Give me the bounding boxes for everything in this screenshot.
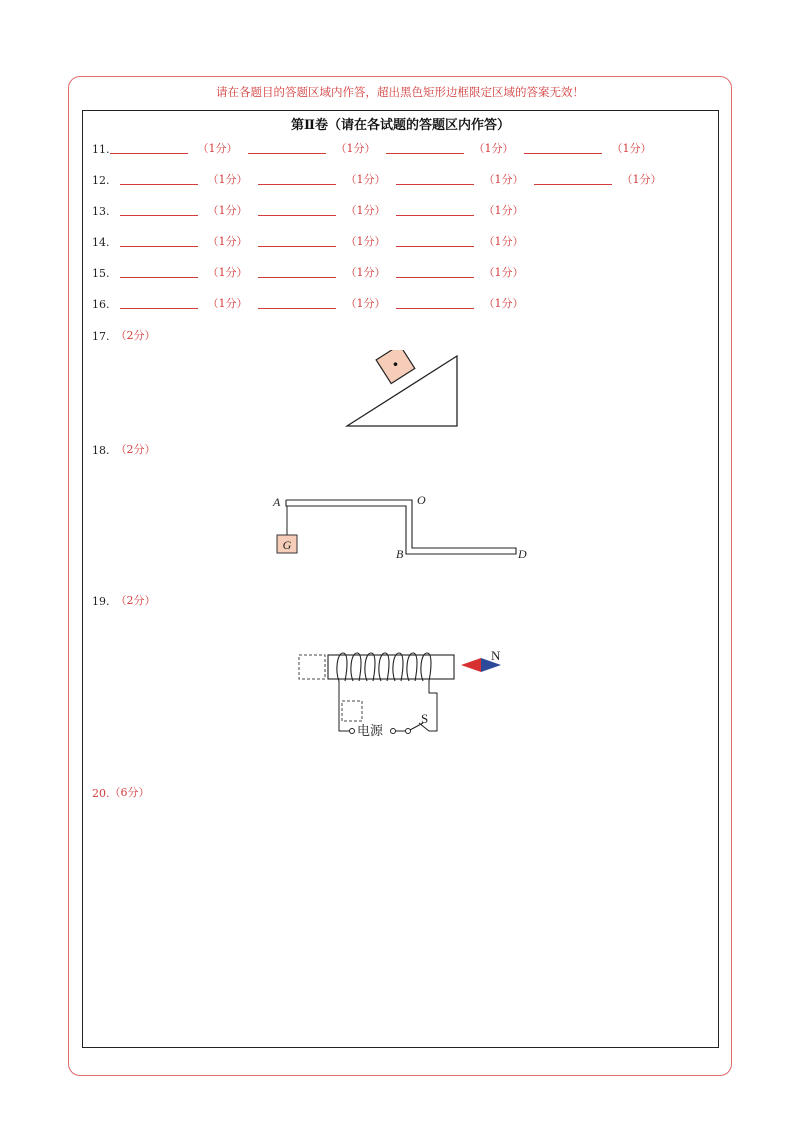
dashed-pole-box-left — [299, 655, 325, 679]
blank-score: （1分） — [345, 235, 386, 248]
question-number: 12. — [92, 174, 110, 187]
question-19 — [92, 590, 156, 608]
question-14 — [92, 231, 534, 249]
question-number: 15. — [92, 267, 110, 280]
label-B: B — [396, 547, 404, 561]
blank-score: （1分） — [335, 142, 376, 155]
answer-blank[interactable] — [258, 234, 336, 247]
question-20 — [92, 782, 150, 800]
question-number: 18. — [92, 444, 110, 457]
blank-score: （1分） — [207, 173, 248, 186]
answer-blank[interactable] — [396, 296, 474, 309]
compass-label-N: N — [491, 648, 501, 663]
question-number: 17. — [92, 330, 110, 343]
blank-score: （1分） — [611, 142, 652, 155]
label-O: O — [417, 493, 426, 507]
answer-area-warning: 请在各题目的答题区域内作答，超出黑色矩形边框限定区域的答案无效！ — [216, 85, 584, 99]
answer-blank[interactable] — [120, 203, 198, 216]
compass-needle-red — [461, 658, 481, 672]
blank-score: （1分） — [483, 173, 524, 186]
answer-blank[interactable] — [386, 141, 464, 154]
answer-blank[interactable] — [258, 296, 336, 309]
question-number: 20. — [92, 787, 110, 800]
answer-blank[interactable] — [120, 296, 198, 309]
blank-score: （1分） — [207, 266, 248, 279]
terminal-right — [391, 729, 396, 734]
label-D: D — [518, 547, 527, 561]
blank-score: （1分） — [473, 142, 514, 155]
answer-blank[interactable] — [248, 141, 326, 154]
answer-blank[interactable] — [534, 172, 612, 185]
blank-score: （1分） — [621, 173, 662, 186]
label-A: A — [273, 495, 281, 509]
blank-score: （1分） — [483, 266, 524, 279]
bent-lever — [286, 500, 516, 554]
answer-blank[interactable] — [524, 141, 602, 154]
question-number: 19. — [92, 595, 110, 608]
question-number: 16. — [92, 298, 110, 311]
block-on-incline — [376, 350, 415, 384]
answer-blank[interactable] — [258, 265, 336, 278]
question-points: （2分） — [115, 594, 156, 607]
question-number: 11. — [92, 143, 110, 156]
blank-score: （1分） — [207, 297, 248, 310]
question-16 — [92, 293, 534, 311]
question-17 — [92, 325, 156, 343]
power-source-label: 电源 — [357, 724, 384, 739]
answer-blank[interactable] — [120, 234, 198, 247]
question-points: （2分） — [115, 443, 156, 456]
question-number: 14. — [92, 236, 110, 249]
label-G: G — [282, 538, 292, 552]
answer-blank[interactable] — [110, 141, 188, 154]
switch-label-S: S — [421, 711, 429, 726]
question-points: （2分） — [115, 329, 156, 342]
incline-figure — [340, 350, 465, 432]
answer-blank[interactable] — [396, 234, 474, 247]
blank-score: （1分） — [345, 173, 386, 186]
answer-area-20[interactable] — [92, 805, 707, 1040]
blank-score: （1分） — [483, 297, 524, 310]
section-title: 第Ⅱ卷（请在各试题的答题区内作答） — [291, 118, 510, 133]
question-13 — [92, 200, 534, 218]
answer-blank[interactable] — [120, 172, 198, 185]
blank-score: （1分） — [207, 235, 248, 248]
blank-score: （1分） — [483, 235, 524, 248]
answer-blank[interactable] — [258, 203, 336, 216]
dashed-box-circuit — [342, 701, 362, 721]
blank-score: （1分） — [345, 266, 386, 279]
answer-blank[interactable] — [396, 172, 474, 185]
switch-pivot — [406, 729, 411, 734]
solenoid-circuit-figure — [295, 645, 510, 743]
question-15 — [92, 262, 534, 280]
answer-blank[interactable] — [396, 203, 474, 216]
circuit-wire-left — [339, 681, 349, 731]
answer-blank[interactable] — [258, 172, 336, 185]
question-11 — [92, 138, 662, 156]
question-number: 13. — [92, 205, 110, 218]
blank-score: （1分） — [207, 204, 248, 217]
answer-blank[interactable] — [120, 265, 198, 278]
blank-score: （1分） — [197, 142, 238, 155]
blank-score: （1分） — [345, 297, 386, 310]
question-points: （6分） — [109, 786, 150, 799]
lever-figure — [268, 488, 538, 566]
question-12 — [92, 169, 672, 187]
answer-blank[interactable] — [396, 265, 474, 278]
blank-score: （1分） — [345, 204, 386, 217]
terminal-left — [350, 729, 355, 734]
question-18 — [92, 439, 156, 457]
blank-score: （1分） — [483, 204, 524, 217]
